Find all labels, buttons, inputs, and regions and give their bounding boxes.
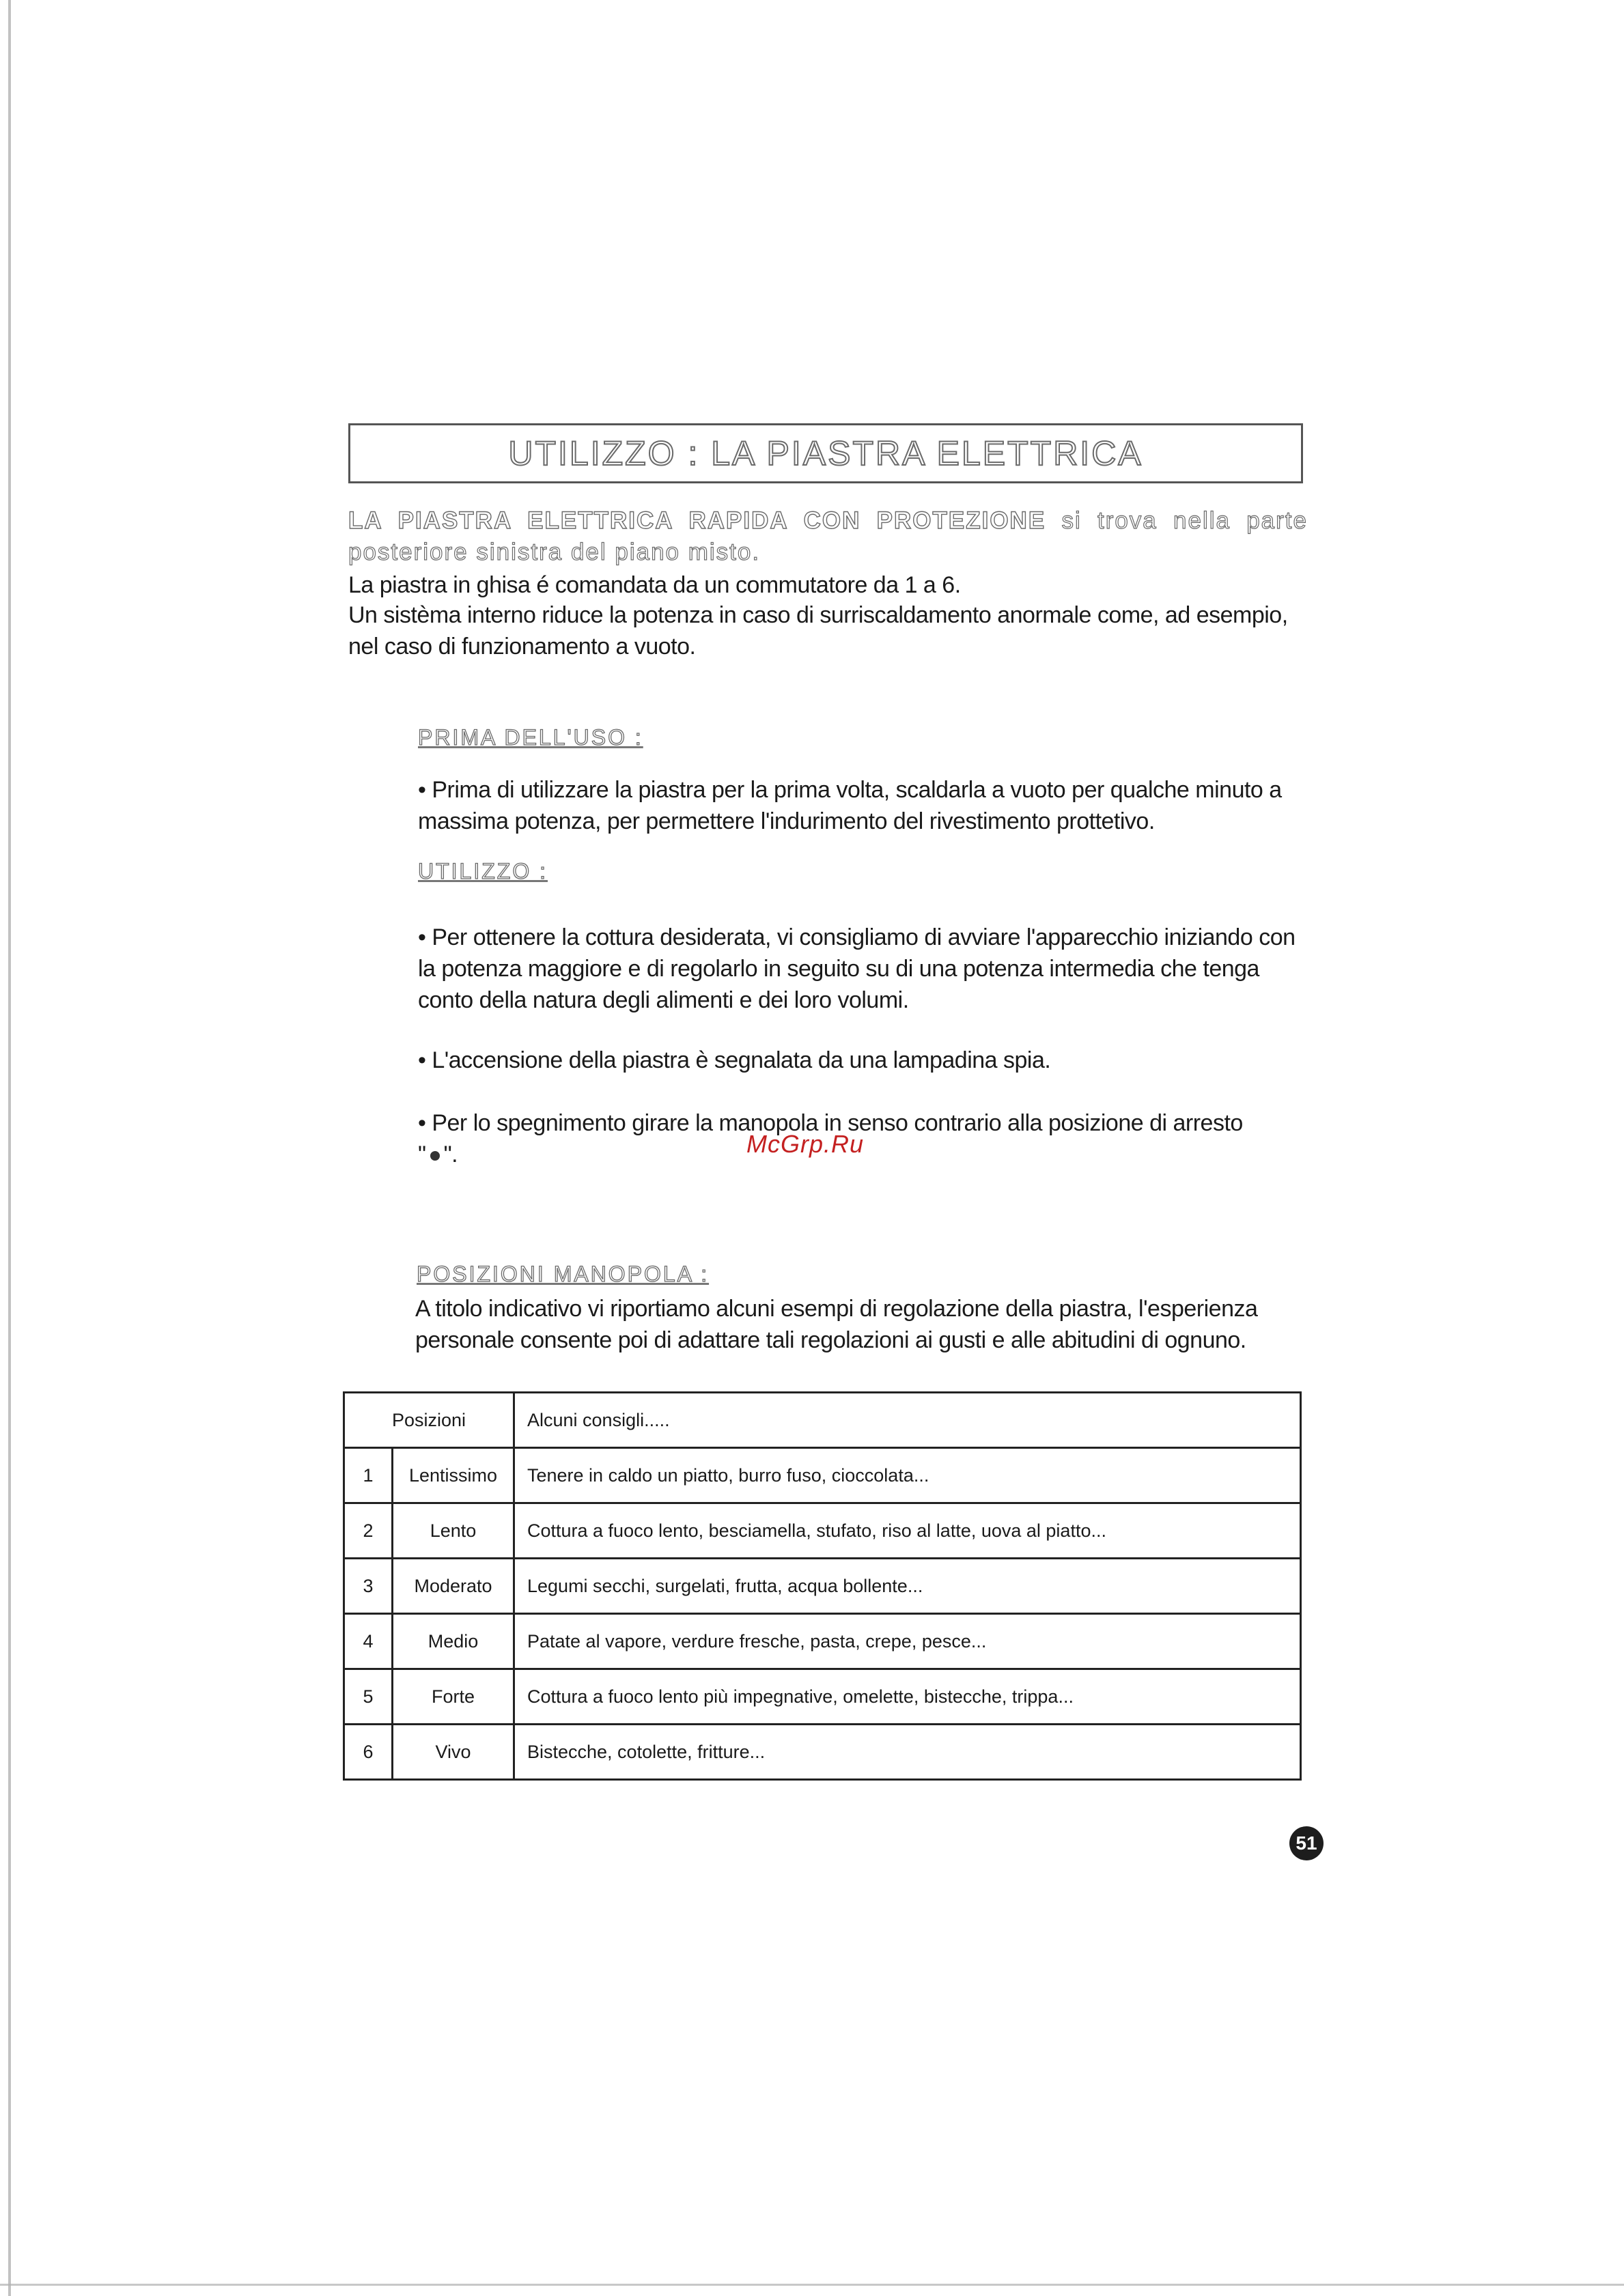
prima-heading: PRIMA DELL'USO : [418, 725, 643, 750]
table-row [344, 1448, 1301, 1503]
row-tip: Patate al vapore, verdure fresche, pasta, crepe, pesce... [514, 1614, 1301, 1669]
row-tip: Cottura a fuoco lento, besciamella, stufato, riso al latte, uova al piatto... [514, 1503, 1301, 1559]
watermark: McGrp.Ru [746, 1130, 865, 1158]
row-number: 1 [344, 1448, 393, 1503]
scan-left-edge [8, 0, 11, 2296]
table-header-row [344, 1393, 1301, 1448]
utilizzo-paragraph-1: • Per ottenere la cottura desiderata, vi consigliamo di avviare l'apparecchio iniziando con la potenza maggiore e di regolarlo in seguito su di una potenza intermedia che tenga conto della natura degli alimenti e dei loro volumi. [418, 924, 1296, 1013]
row-position-name: Vivo [393, 1725, 514, 1780]
posizioni-text: A titolo indicativo vi riportiamo alcuni esempi di regolazione della piastra, l'esperienza personale consente poi di adattare tali regolazioni ai gusti e alle abitudini di ognuno. [415, 1296, 1258, 1353]
intro-lead [348, 505, 1308, 568]
utilizzo-p3-text: • Per lo spegnimento girare la manopola in senso contrario alla posizione di arresto [418, 1110, 1243, 1136]
row-position-name: Forte [393, 1669, 514, 1725]
prima-text: • Prima di utilizzare la piastra per la prima volta, scaldarla a vuoto per qualche minuto a massima potenza, per permettere l'indurimento del rivestimento prottetivo. [418, 777, 1282, 834]
row-number: 5 [344, 1669, 393, 1725]
utilizzo-paragraph-2: • L'accensione della piastra è segnalata da una lampadina spia. [418, 1047, 1051, 1073]
page-number-badge: 51 [1289, 1826, 1324, 1860]
intro-line3: Un sistèma interno riduce la potenza in caso di surriscaldamento anormale come, ad esempio, nel caso di funzionamento a vuoto. [348, 602, 1288, 660]
header-positions: Posizioni [344, 1393, 514, 1448]
row-number: 3 [344, 1559, 393, 1614]
page-title: UTILIZZO : LA PIASTRA ELETTRICA [508, 434, 1143, 472]
table-row [344, 1669, 1301, 1725]
row-tip: Legumi secchi, surgelati, frutta, acqua bollente... [514, 1559, 1301, 1614]
quote-open: " [418, 1142, 426, 1167]
row-position-name: Moderato [393, 1559, 514, 1614]
row-number: 6 [344, 1725, 393, 1780]
row-tip: Cottura a fuoco lento più impegnative, omelette, bistecche, trippa... [514, 1669, 1301, 1725]
positions-table [343, 1391, 1302, 1781]
off-position-icon [430, 1151, 440, 1161]
title-box [348, 423, 1303, 483]
utilizzo-heading: UTILIZZO : [418, 859, 548, 883]
table-row [344, 1559, 1301, 1614]
table-row [344, 1503, 1301, 1559]
row-number: 4 [344, 1614, 393, 1669]
row-tip: Bistecche, cotolette, fritture... [514, 1725, 1301, 1780]
row-position-name: Lentissimo [393, 1448, 514, 1503]
scan-bottom-edge [0, 2284, 1624, 2286]
posizioni-heading: POSIZIONI MANOPOLA : [417, 1262, 710, 1286]
intro-bold-lead: LA PIASTRA ELETTRICA RAPIDA CON PROTEZIONE [348, 507, 1046, 534]
row-position-name: Lento [393, 1503, 514, 1559]
header-tips: Alcuni consigli..... [514, 1393, 1301, 1448]
row-number: 2 [344, 1503, 393, 1559]
row-position-name: Medio [393, 1614, 514, 1669]
quote-close: ". [443, 1142, 458, 1167]
intro-lead-rest: si trova nella parte posteriore sinistra del piano misto. [348, 507, 1308, 565]
row-tip: Tenere in caldo un piatto, burro fuso, cioccolata... [514, 1448, 1301, 1503]
intro-line2: La piastra in ghisa é comandata da un commutatore da 1 a 6. [348, 572, 961, 598]
table-row [344, 1614, 1301, 1669]
table-row [344, 1725, 1301, 1780]
